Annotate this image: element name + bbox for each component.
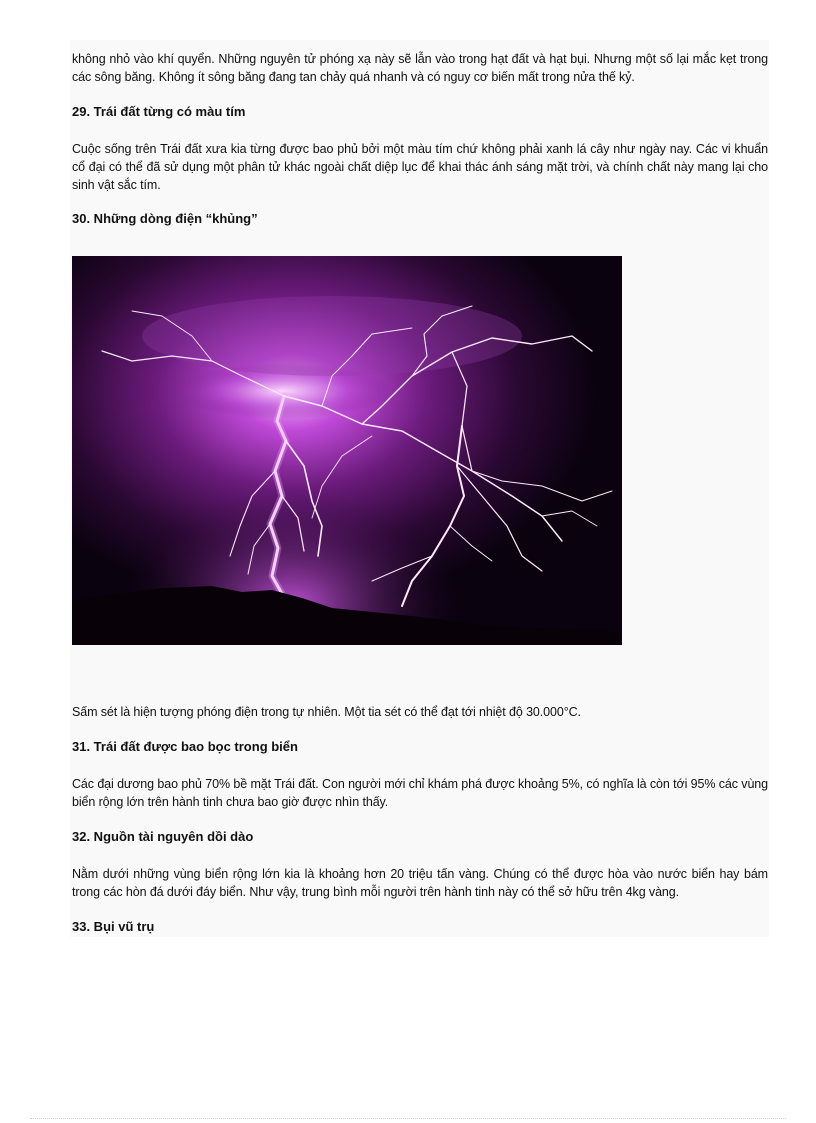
page-bottom-divider (30, 1118, 786, 1119)
heading-33: 33. Bụi vũ trụ (72, 919, 155, 934)
paragraph-purple-earth: Cuộc sống trên Trái đất xưa kia từng được bao phủ bởi một màu tím chứ không phải xanh lá cây như ngày nay. Các vi khuẩn cổ đại có thể đã sử dụng một phân tử khác ngoài chất diệp lục để khai thác ánh sáng mặt trời, và chính chất này mang lại cho sinh vật sắc tím. (72, 142, 768, 192)
heading-32: 32. Nguồn tài nguyên dồi dào (72, 829, 254, 844)
paragraph-intro: không nhỏ vào khí quyển. Những nguyên tử phóng xạ này sẽ lẫn vào trong hạt đất và hạt bụi. Nhưng một số lại mắc kẹt trong các sông băng. Không ít sông băng đang tan chảy quá nhanh và có nguy cơ biến mất trong nửa thế kỷ. (72, 52, 768, 84)
lightning-illustration (72, 256, 622, 645)
heading-30: 30. Những dòng điện “khủng” (72, 211, 258, 226)
lightning-photo (72, 256, 622, 645)
paragraph-oceans: Các đại dương bao phủ 70% bề mặt Trái đất. Con người mới chỉ khám phá được khoảng 5%, có nghĩa là còn tới 95% các vùng biển rộng lớn trên hành tinh chưa bao giờ được nhìn thấy. (72, 777, 768, 809)
paragraph-lightning: Sấm sét là hiện tượng phóng điện trong tự nhiên. Một tia sét có thể đạt tới nhiệt độ 30.000°C. (72, 705, 581, 719)
heading-31: 31. Trái đất được bao bọc trong biển (72, 739, 298, 754)
heading-29: 29. Trái đất từng có màu tím (72, 104, 246, 119)
paragraph-resources: Nằm dưới những vùng biển rộng lớn kia là khoảng hơn 20 triệu tấn vàng. Chúng có thể được hòa vào nước biển hay bám trong các hòn đá dưới đáy biển. Như vậy, trung bình mỗi người trên hành tinh này có thể sở hữu trên 4kg vàng. (72, 867, 768, 899)
